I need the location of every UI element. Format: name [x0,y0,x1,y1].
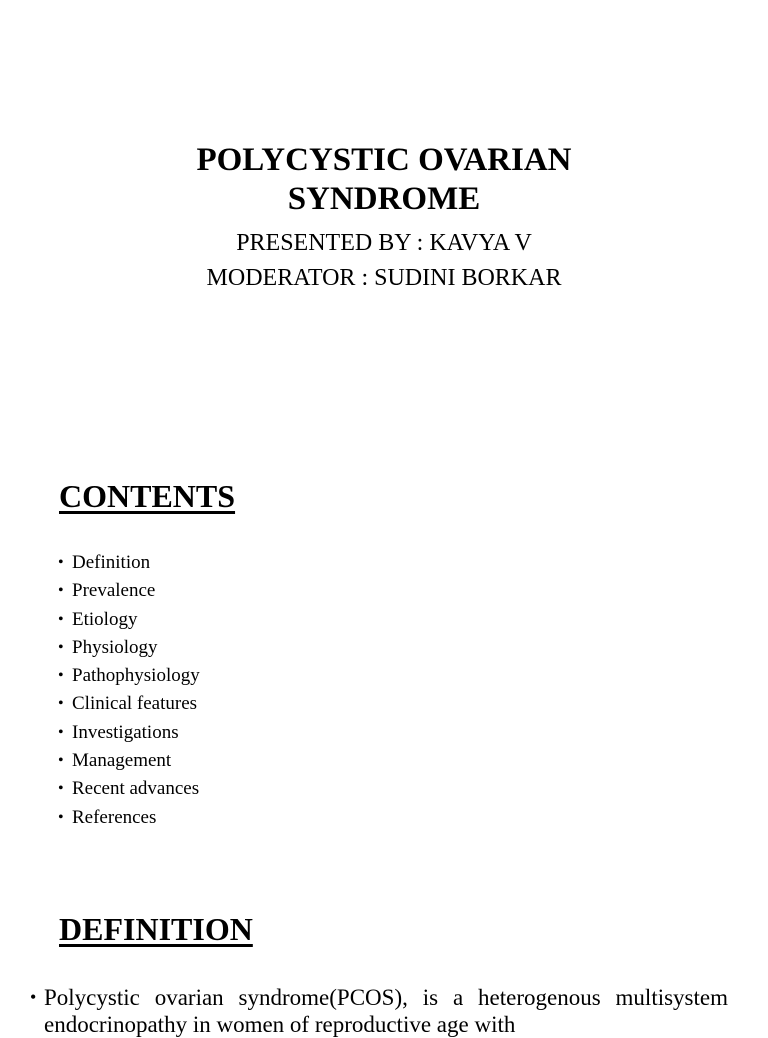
presenter-line: PRESENTED BY : KAVYA V [236,230,532,256]
list-item-label: Investigations [72,721,179,743]
list-item [58,634,200,662]
bullet-icon: • [58,723,64,741]
bullet-icon: • [58,554,64,571]
title-line-2: SYNDROME [287,181,481,217]
bullet-icon: • [58,780,64,798]
bullet-icon: • [58,638,64,656]
list-item [58,747,200,775]
list-item-label: Prevalence [72,580,156,602]
list-item [58,719,200,747]
contents-heading: CONTENTS [59,478,236,514]
list-item-label: Clinical features [72,693,198,715]
title-slide [0,0,768,440]
definition-text: Polycystic ovarian syndrome(PCOS), is a heterogenous multisystem endocrinopathy in women of reproductive age with [44,985,728,1037]
definition-heading: DEFINITION [59,911,253,947]
contents-list [58,549,200,832]
moderator-line: MODERATOR : SUDINI BORKAR [206,265,562,291]
list-item-label: Etiology [72,608,138,630]
definition-paragraph [30,984,728,1038]
bullet-icon: • [58,808,64,826]
list-item-label: Physiology [72,636,158,658]
list-item [58,690,200,718]
list-item-label: Management [72,750,172,772]
list-item [58,606,200,634]
list-item-label: Pathophysiology [72,665,200,687]
bullet-icon: • [58,610,64,628]
page-title [0,141,768,219]
list-item-label: Definition [72,552,151,573]
list-item [58,577,200,605]
bullet-icon: • [58,667,64,685]
list-item [58,549,200,577]
bullet-icon: • [58,582,64,600]
bullet-icon: • [30,987,37,1007]
list-item-label: References [72,806,157,828]
title-line-1: POLYCYSTIC OVARIAN [196,142,572,178]
list-item [58,775,200,803]
list-item [58,804,200,832]
bullet-icon: • [58,752,64,770]
list-item-label: Recent advances [72,778,200,800]
bullet-icon: • [58,695,64,713]
definition-body [30,984,728,1038]
list-item [58,662,200,690]
